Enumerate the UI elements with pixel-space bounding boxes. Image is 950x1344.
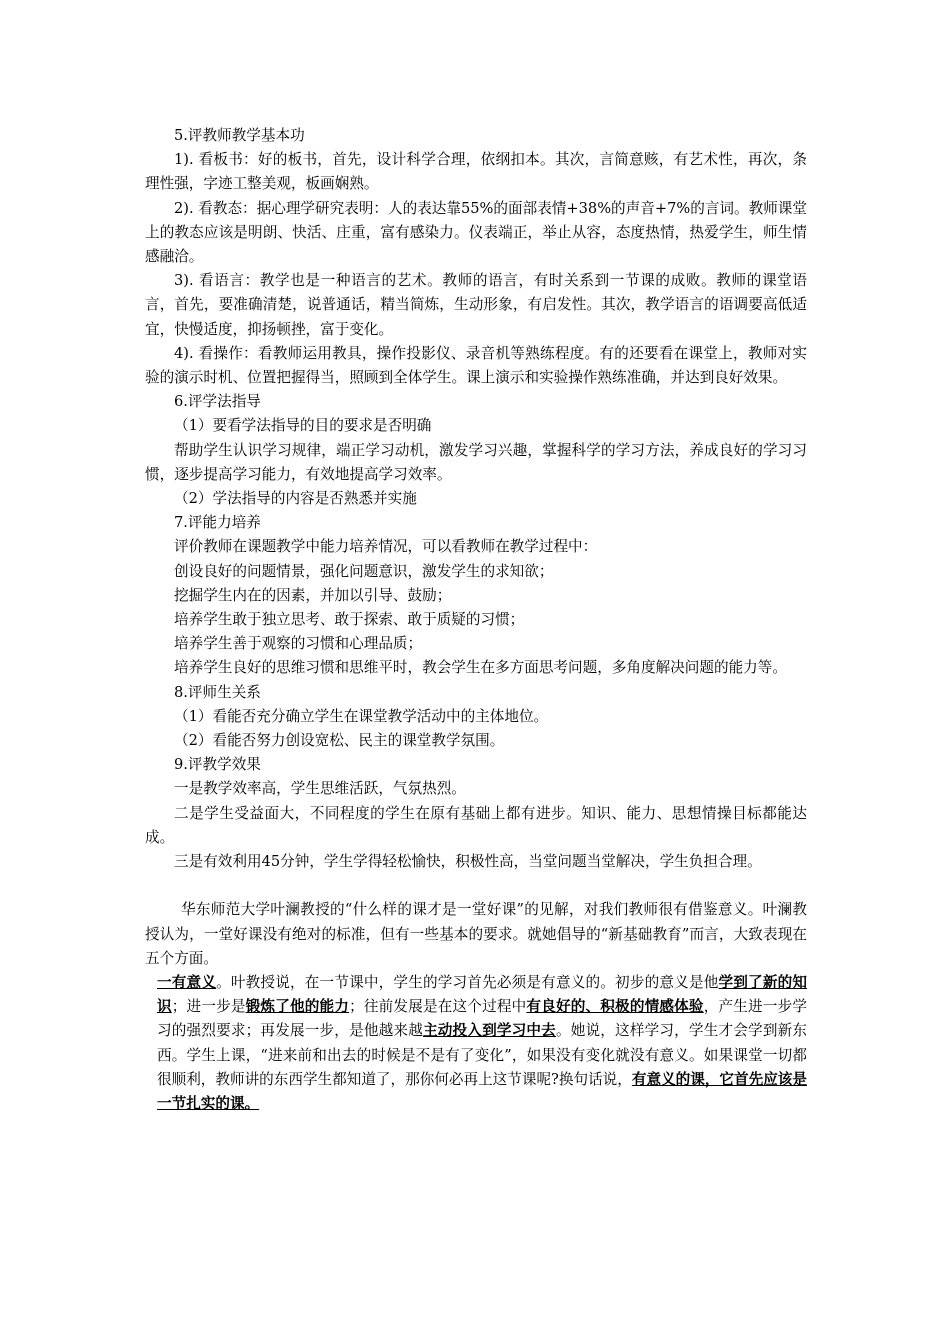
paragraph: 二是学生受益面大，不同程度的学生在原有基础上都有进步。知识、能力、思想情操目标都能达成。 [145, 804, 807, 846]
section-heading: 8.评师生关系 [174, 683, 261, 701]
paragraph: 帮助学生认识学习规律，端正学习动机，激发学习兴趣，掌握科学的学习方法，养成良好的学习习惯，逐步提高学习能力，有效地提高学习效率。 [145, 441, 807, 483]
emphasis-run: 锻炼了他的能力 [245, 998, 350, 1016]
emphasis-run: 有良好的、积极的情感体验 [526, 998, 704, 1016]
blank-line [145, 874, 807, 898]
section-heading: 7.评能力培养 [174, 514, 261, 532]
emphasis-run: 学到了新的知识 [157, 973, 807, 1016]
paragraph: 创设良好的问题情景，强化问题意识，激发学生的求知欲； [174, 562, 554, 580]
text-run: 。她说，这样学习，学生才会学到新东西。学生上课，“进来前和出去的时候是不是有了变化”，如果没有变化就没有意义。如果课堂一切都很顺利，教师讲的东西学生都知道了，那你何必再上这节课呢?换句话说， [157, 1022, 807, 1088]
paragraph: 一是教学效率高，学生思维活跃，气氛热烈。 [174, 780, 466, 798]
paragraph: 评价教师在课题教学中能力培养情况，可以看教师在教学过程中： [174, 538, 598, 556]
text-run: 。叶教授说，在一节课中，学生的学习首先必须是有意义的。初步的意义是他 [216, 973, 719, 991]
paragraph: （2）学法指导的内容是否熟悉并实施 [174, 490, 417, 508]
document-body [145, 124, 807, 1116]
text-run: ；进一步是 [171, 998, 246, 1016]
meaningful-title: 一有意义 [157, 973, 217, 991]
paragraph: 1). 看板书：好的板书，首先，设计科学合理，依纲扣本。其次，言简意赅，有艺术性，再次，条理性强，字迹工整美观，板画娴熟。 [145, 151, 807, 193]
paragraph: 培养学生敢于独立思考、敢于探索、敢于质疑的习惯； [174, 611, 525, 629]
emphasis-run: 主动投入到学习中去 [422, 1022, 556, 1040]
intro-paragraph: 华东师范大学叶澜教授的“什么样的课才是一堂好课”的见解，对我们教师很有借鉴意义。叶澜教授认为，一堂好课没有绝对的标准，但有一些基本的要求。就她倡导的“新基础教育”而言，大致表现在五个方面。 [145, 901, 807, 967]
text-run: ；往前发展是在这个过程中 [349, 998, 527, 1016]
paragraph: （1）看能否充分确立学生在课堂教学活动中的主体地位。 [174, 707, 549, 725]
paragraph: 2). 看教态：据心理学研究表明：人的表达靠55%的面部表情+38%的声音+7%的言词。教师课堂上的教态应该是明朗、快活、庄重，富有感染力。仪表端正，举止从容，态度热情，热爱学生，师生情感融洽。 [145, 199, 807, 266]
paragraph: 4). 看操作：看教师运用教具，操作投影仪、录音机等熟练程度。有的还要看在课堂上，教师对实验的演示时机、位置把握得当，照顾到全体学生。课上演示和实验操作熟练准确，并达到良好效果。 [145, 344, 807, 387]
emphasis-run: 有意义的课，它首先应该是一节扎实的课。 [157, 1070, 807, 1112]
text-run: ，产生进一步学习的强烈要求；再发展一步，是他越来越 [157, 998, 807, 1040]
paragraph: 挖掘学生内在的因素，并加以引导、鼓励； [174, 586, 452, 604]
paragraph: 培养学生善于观察的习惯和心理品质； [174, 635, 423, 653]
section-heading: 5.评教师教学基本功 [174, 127, 305, 144]
paragraph: （1）要看学法指导的目的要求是否明确 [174, 417, 432, 435]
meaningful-paragraph [145, 971, 807, 1116]
paragraph: 3). 看语言：教学也是一种语言的艺术。教师的语言，有时关系到一节课的成败。教师的课堂语言，首先，要准确清楚，说普通话，精当简炼，生动形象，有启发性。其次，教学语言的语调要高低适宜，快慢适度，抑扬顿挫，富于变化。 [145, 272, 807, 338]
paragraph: 培养学生良好的思维习惯和思维平时，教会学生在多方面思考问题，多角度解决问题的能力等。 [174, 659, 787, 677]
paragraph: 三是有效利用45分钟，学生学得轻松愉快，积极性高，当堂问题当堂解决，学生负担合理。 [174, 853, 762, 871]
section-heading: 6.评学法指导 [174, 393, 261, 411]
section-heading: 9.评教学效果 [174, 756, 261, 774]
paragraph: （2）看能否努力创设宽松、民主的课堂教学氛围。 [174, 732, 505, 750]
